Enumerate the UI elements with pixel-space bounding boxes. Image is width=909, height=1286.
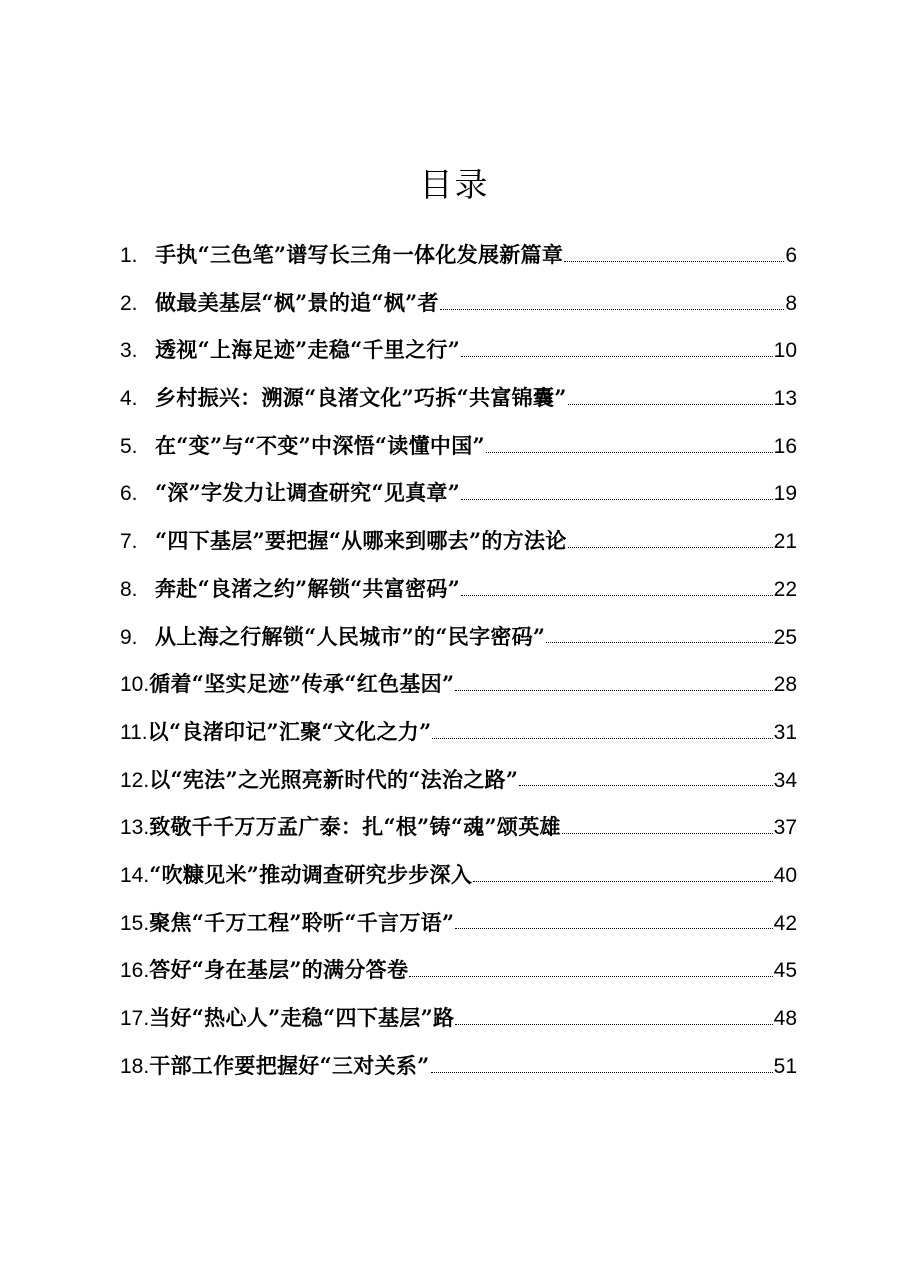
toc-entry-number: 1. [120,244,138,267]
toc-leader-dots [562,817,773,837]
toc-leader-dots [546,626,772,646]
toc-entry-page: 10 [773,339,797,363]
toc-entry-number: 13. [120,816,150,840]
toc-entry[interactable] [120,756,797,804]
toc-entry[interactable] [120,231,797,279]
toc-leader-dots [455,674,772,694]
toc-entry-title: 透视“上海足迹”走稳“千里之行” [155,337,461,363]
toc-entry[interactable] [120,565,797,613]
toc-entry-number: 10. [120,673,150,697]
toc-entry[interactable] [120,660,797,708]
toc-leader-dots [455,912,772,932]
toc-entry-page: 45 [773,959,797,983]
toc-entry-page: 31 [773,720,797,744]
toc-entry[interactable] [120,803,797,851]
toc-entry[interactable] [120,946,797,994]
toc-entry-page: 51 [773,1054,797,1078]
toc-leader-dots [431,1056,773,1076]
toc-entry-title: 当好“热心人”走稳“四下基层”路 [149,1005,455,1030]
toc-leader-dots [440,293,784,313]
toc-leader-dots [486,436,773,456]
toc-entry-page: 37 [773,816,797,840]
toc-leader-dots [461,340,773,360]
toc-entry-number: 12. [120,768,150,792]
table-of-contents [120,231,797,1089]
toc-entry-page: 25 [773,625,797,649]
toc-entry-title: 循着“坚实足迹”传承“红色基因” [149,671,455,697]
toc-entry-page: 28 [773,673,797,697]
toc-leader-dots [519,769,772,789]
toc-leader-dots [432,722,772,742]
toc-entry-number: 7. [120,530,138,554]
toc-entry[interactable] [120,374,797,422]
toc-entry-title: 聚焦“千万工程”聆听“千言万语” [149,909,455,935]
toc-entry-number: 17. [120,1007,150,1030]
toc-entry-title: 奔赴“良渚之约”解锁“共富密码” [155,575,461,601]
toc-entry-page: 48 [773,1007,797,1030]
toc-leader-dots [568,531,773,551]
toc-entry-page: 19 [773,482,797,506]
toc-entry-title: 致敬千千万万孟广泰：扎“根”铸“魂”颂英雄 [149,814,561,840]
toc-leader-dots [473,865,772,885]
toc-entry[interactable] [120,422,797,470]
toc-entry-title: “四下基层”要把握“从哪来到哪去”的方法论 [155,528,567,554]
toc-entry-page: 16 [773,434,797,458]
toc-entry-title: 答好“身在基层”的满分答卷 [149,957,409,983]
page-title: 目录 [419,165,490,204]
toc-entry[interactable] [120,613,797,661]
toc-entry-number: 6. [120,482,138,506]
toc-entry-number: 2. [120,291,138,315]
toc-entry-title: 干部工作要把握好“三对关系” [149,1052,430,1078]
toc-entry-number: 8. [120,577,138,601]
toc-entry-number: 5. [120,434,138,458]
toc-entry-page: 21 [773,530,797,554]
toc-entry-title: 从上海之行解锁“人民城市”的“民字密码” [155,623,546,649]
toc-entry-number: 18. [120,1054,150,1078]
toc-entry-number: 15. [120,911,150,935]
toc-leader-dots [461,579,773,599]
toc-entry-title: 以“良渚印记”汇聚“文化之力” [147,718,432,744]
toc-entry-number: 11. [120,720,148,744]
toc-entry-title: 手执“三色笔”谱写长三角一体化发展新篇章 [155,242,564,267]
toc-entry[interactable] [120,326,797,374]
toc-leader-dots [564,245,784,265]
toc-entry-page: 13 [773,387,797,411]
toc-entry-number: 9. [120,625,138,649]
toc-entry-title: 乡村振兴：溯源“良渚文化”巧拆“共富锦囊” [155,385,567,411]
toc-entry[interactable] [120,994,797,1042]
toc-entry-page: 42 [773,911,797,935]
toc-entry-title: “深”字发力让调查研究“见真章” [155,480,461,506]
toc-entry-title: “吹糠见米”推动调查研究步步深入 [149,861,473,887]
toc-entry-page: 8 [785,291,797,315]
toc-entry[interactable] [120,517,797,565]
toc-leader-dots [461,483,773,503]
toc-entry[interactable] [120,851,797,899]
toc-entry-title: 以“宪法”之光照亮新时代的“法治之路” [149,766,519,792]
toc-entry-title: 做最美基层“枫”景的追“枫”者 [155,289,439,315]
toc-entry[interactable] [120,708,797,756]
toc-entry-page: 22 [773,577,797,601]
toc-leader-dots [409,960,772,980]
toc-entry-number: 3. [120,339,138,363]
toc-entry-number: 4. [120,387,138,411]
toc-leader-dots [568,388,773,408]
toc-leader-dots [455,1008,772,1028]
toc-entry-page: 6 [785,244,797,267]
toc-entry-number: 16. [120,959,150,983]
toc-entry[interactable] [120,1042,797,1090]
toc-entry[interactable] [120,899,797,947]
toc-entry-page: 34 [773,768,797,792]
toc-entry-title: 在“变”与“不变”中深悟“读懂中国” [155,432,485,458]
toc-entry-page: 40 [773,863,797,887]
toc-entry[interactable] [120,469,797,517]
toc-entry-number: 14. [120,863,150,887]
toc-entry[interactable] [120,279,797,327]
